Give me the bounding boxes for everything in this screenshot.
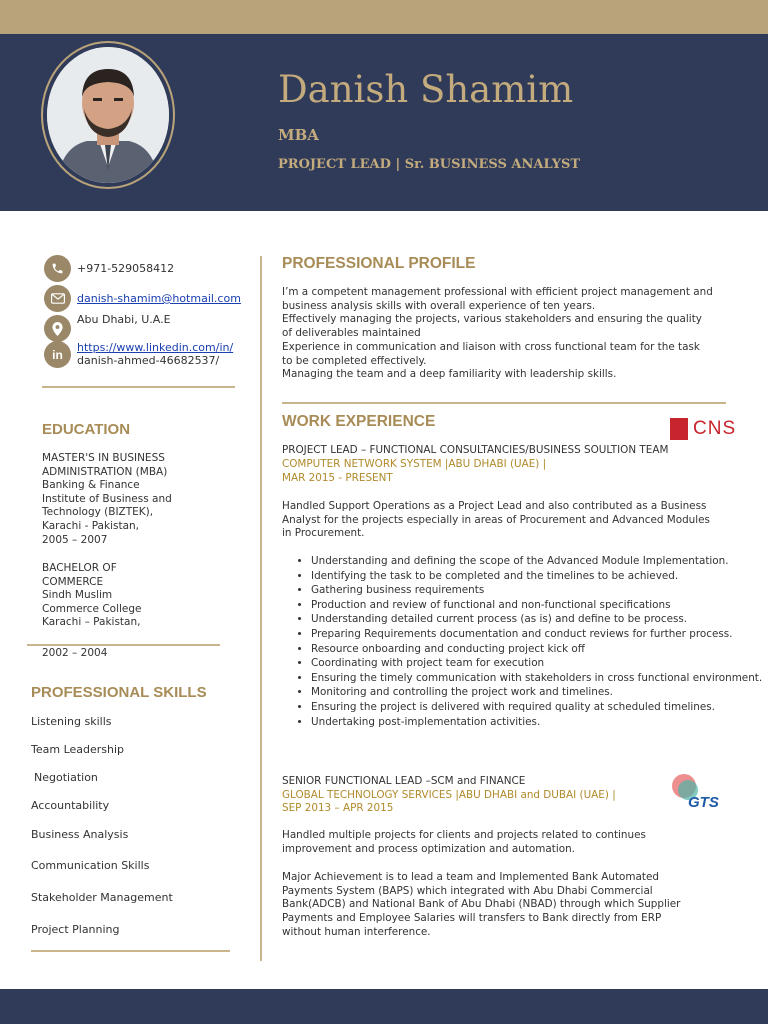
column-divider (260, 256, 262, 961)
skill-item: Team Leadership (31, 743, 125, 756)
contact-divider (42, 386, 235, 388)
skill-item: Project Planning (31, 923, 120, 936)
job-title-2: SENIOR FUNCTIONAL LEAD –SCM and FINANCE (282, 775, 526, 787)
email-icon (44, 285, 71, 312)
education-item-mba: MASTER'S IN BUSINESS ADMINISTRATION (MBA) Banking & Finance Institute of Business and Technology (BIZTEK), Karachi - Pakistan, 2005 – 2007 (42, 452, 172, 546)
job-achievement-2: Major Achievement is to lead a team and Implemented Bank Automated Payments System (BAPS) which integrated with Abu Dhabi Commercial Bank(ADCB) and National Bank of Abu Dhabi (NBAD) through which Supplier Payments and Employee Salaries will transfers to Bank directly from ERP without human interference. (282, 871, 681, 938)
list-item: • Identifying the task to be completed and the timelines to be achieved. (311, 569, 766, 584)
linkedin-link-continued: danish-ahmed-46682537/ (77, 354, 220, 367)
gts-logo (668, 772, 730, 812)
footer-band (0, 989, 768, 1024)
skill-item: Business Analysis (31, 828, 129, 841)
skills-heading: PROFESSIONAL SKILLS (31, 684, 207, 701)
list-item: • Resource onboarding and conducting project kick off (311, 642, 766, 657)
skill-item: Communication Skills (31, 859, 150, 872)
profile-photo (47, 47, 169, 183)
education-item-bcom: BACHELOR OF COMMERCE Sindh Muslim Commerce College Karachi – Pakistan, (42, 562, 142, 629)
profile-text: I’m a competent management professional with efficient project management and business analysis skills with overall experience of ten years. Effectively managing the projects, various stakeholders and ensuring the quality of deliverables maintained Experience in communication and liaison with cross functional team for the task to be completed effectively. Managing the team and a deep familiarity with leadership skills. (282, 286, 713, 381)
experience-heading: WORK EXPERIENCE (282, 413, 436, 430)
cns-logo-mark-icon (670, 418, 688, 440)
list-item: • Gathering business requirements (311, 583, 766, 598)
phone-icon (44, 255, 71, 282)
list-item: • Ensuring the timely communication with stakeholders in cross functional environment. (311, 671, 766, 686)
contact-linkedin (44, 341, 233, 368)
education-divider (27, 644, 220, 646)
linkedin-link[interactable]: https://www.linkedin.com/in/ (77, 341, 234, 354)
list-item: • Coordinating with project team for execution (311, 656, 766, 671)
list-item: • Understanding and defining the scope of the Advanced Module Implementation. (311, 554, 766, 569)
list-item: • Preparing Requirements documentation and conduct reviews for further process. (311, 627, 766, 642)
contact-location (44, 314, 171, 342)
top-accent-band (0, 0, 768, 34)
job-company-2: GLOBAL TECHNOLOGY SERVICES |ABU DHABI and DUBAI (UAE) | (282, 789, 616, 801)
list-item: • Monitoring and controlling the project work and timelines. (311, 685, 766, 700)
list-item: • Undertaking post-implementation activities. (311, 715, 766, 730)
job-summary-1: Handled Support Operations as a Project Lead and also contributed as a Business Analyst for the projects especially in areas of Procurement and Advanced Modules in Procurement. (282, 500, 710, 540)
skill-item: Negotiation (34, 771, 98, 784)
linkedin-icon: in (44, 341, 71, 368)
candidate-degree: MBA (278, 126, 319, 144)
list-item: • Ensuring the project is delivered with required quality at scheduled timelines. (311, 700, 766, 715)
skill-item: Listening skills (31, 715, 112, 728)
job-company-1: COMPUTER NETWORK SYSTEM |ABU DHABI (UAE) | (282, 458, 547, 470)
email-link[interactable]: danish-shamim@hotmail.com (77, 292, 241, 305)
list-item: • Production and review of functional and non-functional specifications (311, 598, 766, 613)
skills-divider (31, 950, 230, 952)
location-pin-icon (44, 315, 71, 342)
candidate-name: Danish Shamim (278, 68, 574, 111)
location-text: Abu Dhabi, U.A.E (77, 313, 171, 326)
education-item-bcom-years: 2002 – 2004 (42, 647, 108, 659)
profile-photo-frame (41, 41, 175, 189)
contact-email (44, 285, 241, 312)
job-summary-2: Handled multiple projects for clients and projects related to continues improvement and process optimization and automation. (282, 829, 646, 855)
contact-phone (44, 255, 174, 282)
phone-number: +971-529058412 (77, 262, 175, 275)
education-heading: EDUCATION (42, 421, 131, 438)
svg-text:GTS: GTS (688, 794, 719, 811)
skill-item: Stakeholder Management (31, 891, 173, 904)
skill-item: Accountability (31, 799, 110, 812)
list-item: • Understanding detailed current process (as is) and define to be process. (311, 612, 766, 627)
cns-logo: CNS (670, 418, 736, 440)
candidate-role: PROJECT LEAD | Sr. BUSINESS ANALYST (278, 157, 581, 172)
job-duties-1 (294, 554, 766, 729)
job-title-1: PROJECT LEAD – FUNCTIONAL CONSULTANCIES/BUSINESS SOULTION TEAM (282, 444, 669, 456)
profile-divider (282, 402, 726, 404)
job-dates-1: MAR 2015 - PRESENT (282, 472, 393, 484)
job-dates-2: SEP 2013 – APR 2015 (282, 802, 394, 814)
profile-heading: PROFESSIONAL PROFILE (282, 255, 476, 272)
